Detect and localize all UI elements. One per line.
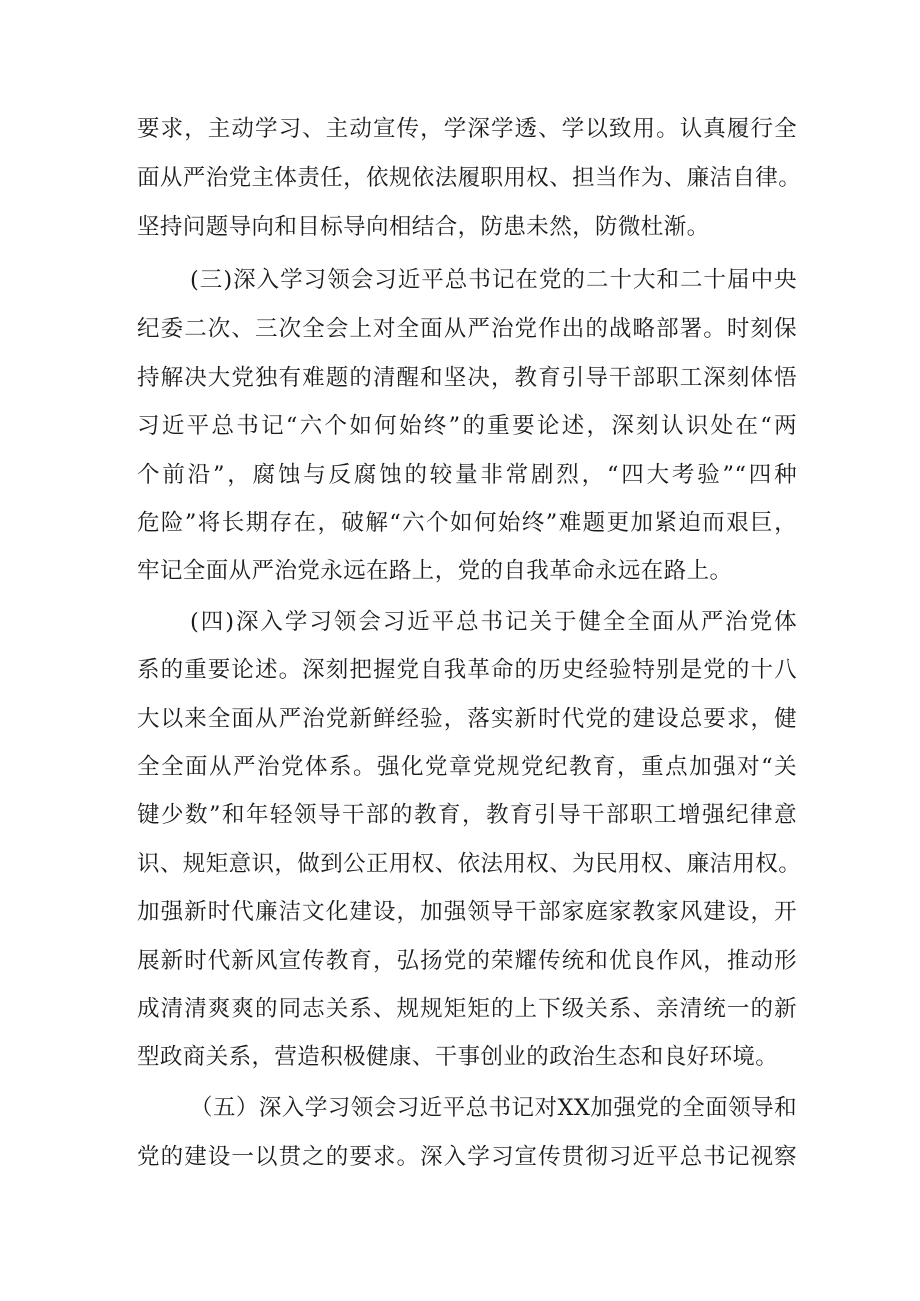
section-heading-5: （五）深入学习领会习近平总书记对XX加强党的全面领导和 [190, 1095, 797, 1121]
text-line: 坚持问题导向和目标导向相结合，防患未然，防微杜渐。 [137, 214, 710, 240]
text-line: 持解决大党独有难题的清醒和坚决，教育引导干部职工深刻体悟 [137, 365, 797, 391]
text-line: 牢记全面从严治党永远在路上，党的自我革命永远在路上。 [137, 558, 733, 584]
text-line: 型政商关系，营造积极健康、干事创业的政治生态和良好环境。 [137, 1044, 779, 1070]
text-line: 纪委二次、三次全会上对全面从严治党作出的战略部署。时刻保 [137, 316, 797, 342]
text-line: 展新时代新风宣传教育，弘扬党的荣耀传统和优良作风，推动形 [137, 948, 797, 974]
text-line: 要求，主动学习、主动宣传，学深学透、学以致用。认真履行全 [137, 116, 797, 142]
text-line: 成清清爽爽的同志关系、规规矩矩的上下级关系、亲清统一的新 [137, 996, 797, 1022]
text-line: 系的重要论述。深刻把握党自我革命的历史经验特别是党的十八 [137, 657, 797, 683]
text-line: 党的建设一以贯之的要求。深入学习宣传贯彻习近平总书记视察 [137, 1144, 797, 1170]
text-line: 习近平总书记“六个如何始终”的重要论述，深刻认识处在“两 [137, 413, 797, 439]
text-line: 键少数”和年轻领导干部的教育，教育引导干部职工增强纪律意 [137, 802, 797, 828]
section-heading-3: (三)深入学习领会习近平总书记在党的二十大和二十届中央 [190, 267, 797, 293]
section-heading-4: (四)深入学习领会习近平总书记关于健全全面从严治党体 [190, 609, 797, 635]
text-line: 识、规矩意识，做到公正用权、依法用权、为民用权、廉洁用权。 [137, 851, 802, 877]
text-line: 危险”将长期存在，破解“六个如何始终”难题更加紧迫而艰巨， [137, 510, 797, 536]
text-line: 大以来全面从严治党新鲜经验，落实新时代党的建设总要求，健 [137, 706, 797, 732]
text-line: 个前沿”，腐蚀与反腐蚀的较量非常剧烈，“四大考验”“四种 [137, 462, 797, 488]
text-line: 全全面从严治党体系。强化党章党规党纪教育，重点加强对“关 [137, 754, 797, 780]
text-line: 加强新时代廉洁文化建设，加强领导干部家庭家教家风建设，开 [137, 899, 797, 925]
text-line: 面从严治党主体责任，依规依法履职用权、担当作为、廉洁自律。 [137, 165, 802, 191]
